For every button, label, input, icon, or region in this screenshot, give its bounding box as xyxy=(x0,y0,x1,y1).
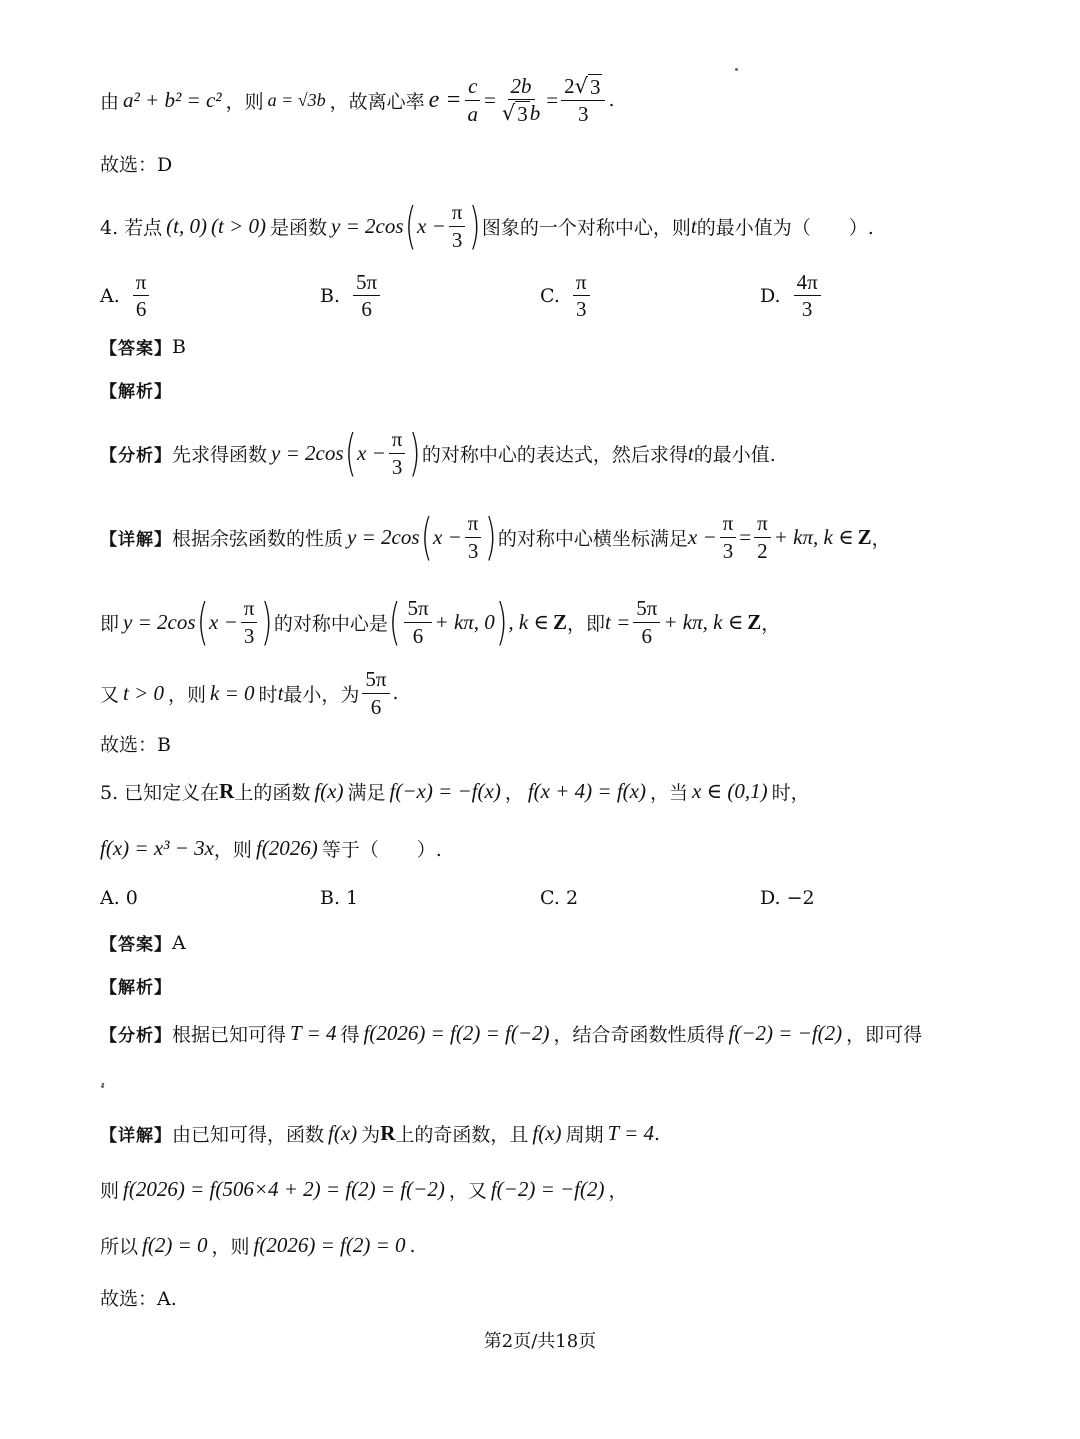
math-eq1: f(2) = 0 xyxy=(142,1233,208,1257)
period: . xyxy=(392,682,399,704)
math-func: y = 2cos xyxy=(347,524,420,549)
frac-den: 3 xyxy=(722,538,734,563)
option-c[interactable] xyxy=(540,270,593,321)
fraction-5pi-over-6 xyxy=(362,667,389,718)
math-T: T = 4 xyxy=(290,1021,337,1045)
math-kpi: + kπ, 0 xyxy=(434,609,495,634)
text: 的最小值为（ ）. xyxy=(696,216,874,239)
text: ，即 xyxy=(566,612,605,635)
option-label: A. xyxy=(100,284,120,307)
text: 为 xyxy=(361,1124,381,1146)
frac-den: 6 xyxy=(370,694,382,719)
radicand: 3 xyxy=(589,74,601,99)
integer-set-Z: Z xyxy=(857,524,872,549)
math-eq2: f(−2) = −f(2) xyxy=(490,1177,605,1201)
select-answer: 故选：B xyxy=(100,734,171,756)
frac-num: c xyxy=(465,74,480,100)
math-fx: f(x) xyxy=(314,779,344,803)
text: 根据已知可得 xyxy=(172,1024,287,1046)
text: ，则 xyxy=(168,683,207,706)
fenxi-tag: 【分析】 xyxy=(100,1026,172,1046)
option-label: D. xyxy=(760,284,781,307)
equals: = xyxy=(546,87,559,112)
eccentricity-line xyxy=(100,68,1020,132)
math-t: t xyxy=(687,440,694,465)
q4-prefix: 4. 若点 xyxy=(100,216,163,239)
option-b[interactable] xyxy=(320,887,358,909)
fraction-pi-over-2 xyxy=(754,511,771,562)
paren-right: ) xyxy=(409,424,422,482)
math-eq2: f(−2) = −f(2) xyxy=(728,1021,843,1045)
q4-xiangjie-1 xyxy=(100,508,1020,566)
frac-den: 3 xyxy=(801,297,813,322)
q5-fenxi-cont xyxy=(100,1068,1020,1090)
paren-right: ) xyxy=(261,593,274,651)
text: ，故离心率 xyxy=(329,90,425,113)
option-label: D. −2 xyxy=(760,887,815,909)
math-target: f(2026) xyxy=(255,836,318,860)
option-label: C. xyxy=(540,284,560,307)
math-condition: a² + b² = c² xyxy=(123,87,222,112)
paren-right: ) xyxy=(469,197,482,255)
q5-prefix: 5. 已知定义在 xyxy=(100,782,220,804)
math-k: + kπ, k ∈ xyxy=(663,609,744,634)
frac-num: π xyxy=(720,511,737,537)
text: 最小，为 xyxy=(283,683,360,706)
math-inner: x − xyxy=(433,524,462,549)
text: ，则 xyxy=(213,839,252,861)
q4-xiangjie-2 xyxy=(100,592,1020,652)
fraction-pi-over-3 xyxy=(389,427,406,478)
select-d-line xyxy=(100,150,1020,177)
select-answer: 故选：A. xyxy=(100,1288,177,1310)
math-t: t xyxy=(690,213,697,238)
math-t-eq: t = xyxy=(604,609,631,634)
text: 根据余弦函数的性质 xyxy=(172,527,344,550)
math-inner: x − xyxy=(209,609,238,634)
real-set-R: R xyxy=(380,1121,396,1145)
math-eq: f(2026) = f(506×4 + 2) = f(2) = f(−2) xyxy=(123,1177,445,1201)
frac-num: 5π xyxy=(362,667,389,693)
q5-stem-1 xyxy=(100,778,1020,805)
frac-num: π xyxy=(573,270,590,296)
xiangjie-tag: 【详解】 xyxy=(100,1126,172,1146)
math-cond: t > 0 xyxy=(123,680,165,705)
text: 所以 xyxy=(100,1236,139,1258)
text: 由 xyxy=(100,90,120,113)
fraction-pi-over-3 xyxy=(449,200,466,251)
period: . xyxy=(608,89,615,111)
q5-stem-2 xyxy=(100,835,1020,862)
frac-den: 3 xyxy=(578,102,589,126)
text: 即 xyxy=(100,612,120,635)
math-fx: f(x) xyxy=(328,1121,358,1145)
paren-left: ( xyxy=(420,508,433,566)
text: 的最小值. xyxy=(693,443,776,466)
q5-xiangjie-2 xyxy=(100,1176,1020,1203)
math-def: f(x) = x³ − 3x xyxy=(100,836,214,860)
text: 是函数 xyxy=(270,216,328,239)
math-inner: x − xyxy=(357,440,386,465)
frac-num: π xyxy=(241,596,258,622)
math-t: t xyxy=(277,680,284,705)
frac-den: 6 xyxy=(361,297,372,322)
select-answer: 故选：D xyxy=(100,154,173,176)
option-label: C. 2 xyxy=(540,887,579,909)
frac-num xyxy=(561,74,605,101)
fraction-5pi-over-6 xyxy=(633,596,660,647)
option-a[interactable] xyxy=(100,887,138,909)
text: ，则 xyxy=(211,1236,250,1258)
text: 又 xyxy=(100,683,120,706)
fraction-5pi-over-6 xyxy=(404,596,431,647)
fraction-c-over-a xyxy=(465,74,482,125)
text: 时 xyxy=(258,683,278,706)
option-label: B. xyxy=(320,284,341,307)
math-cond: (t > 0) xyxy=(211,213,266,238)
text: 的对称中心横坐标满足 xyxy=(497,527,688,550)
frac-den: 6 xyxy=(412,623,424,648)
text: 的对称中心的表达式，然后求得 xyxy=(421,443,688,466)
math-T: T = 4 xyxy=(607,1121,655,1145)
radicand: 3 xyxy=(517,102,528,126)
text: ， xyxy=(504,782,524,804)
frac-den: a xyxy=(467,101,478,126)
frac-den: 3 xyxy=(243,623,255,648)
integer-set-Z: Z xyxy=(552,609,567,634)
text: 等于（ ）. xyxy=(321,839,442,861)
math-k0: k = 0 xyxy=(210,680,255,705)
math-point: (t, 0) xyxy=(166,213,207,238)
answer-value: B xyxy=(172,335,186,358)
text: 先求得函数 xyxy=(172,443,268,466)
period: . xyxy=(100,1068,107,1090)
math-func: y = 2cos xyxy=(271,440,344,465)
frac-num: 5π xyxy=(633,596,660,622)
paren-left: ( xyxy=(196,593,209,651)
frac-den: 3 xyxy=(451,227,463,252)
paren-left: ( xyxy=(404,197,417,255)
text: 得 xyxy=(340,1024,360,1046)
text: ，当 xyxy=(649,782,688,804)
frac-num: π xyxy=(754,511,771,537)
q4-stem xyxy=(100,196,1020,256)
q5-xiangjie-3 xyxy=(100,1232,1020,1259)
real-set-R: R xyxy=(219,779,235,803)
frac-den: 3 xyxy=(391,454,403,479)
text: 由已知可得，函数 xyxy=(172,1124,325,1146)
option-a[interactable] xyxy=(100,270,152,321)
math-x-in: x ∈ (0,1) xyxy=(691,779,768,803)
text: ，则 xyxy=(225,90,264,113)
math-eq2: f(2026) = f(2) = 0 xyxy=(253,1233,406,1257)
period: . xyxy=(409,1234,416,1257)
sqrt-icon: √ xyxy=(501,101,516,125)
q4-answer xyxy=(100,334,1020,359)
frac-num: 4π xyxy=(794,270,821,296)
text: 满足 xyxy=(347,782,386,804)
text: ，结合奇函数性质得 xyxy=(553,1024,725,1046)
text: ， xyxy=(761,612,781,635)
option-label: B. 1 xyxy=(320,887,359,909)
text: 图象的一个对称中心，则 xyxy=(481,216,691,239)
analysis-tag: 【解析】 xyxy=(100,978,172,998)
text: ，即可得 xyxy=(846,1024,923,1046)
coef: 2 xyxy=(564,73,575,98)
option-d[interactable] xyxy=(760,270,824,321)
frac-num: 2b xyxy=(508,74,535,100)
answer-value: A xyxy=(172,931,186,954)
q4-xiangjie-3 xyxy=(100,666,1020,720)
text: 时， xyxy=(771,782,810,804)
paren-left: ( xyxy=(388,593,401,651)
math-relation: a = √3b xyxy=(267,89,326,110)
frac-num: π xyxy=(389,427,406,453)
math-e: e = xyxy=(428,86,462,113)
option-d[interactable] xyxy=(760,887,815,909)
page-footer: 第2页/共18页 xyxy=(483,1331,597,1352)
fraction-pi-over-3 xyxy=(241,596,258,647)
q5-select xyxy=(100,1284,1020,1311)
analysis-tag: 【解析】 xyxy=(100,382,172,402)
answer-tag: 【答案】 xyxy=(100,935,172,955)
period: . xyxy=(654,1122,661,1145)
text: 上的奇函数，且 xyxy=(395,1124,529,1146)
equals: = xyxy=(484,87,496,112)
frac-den: 6 xyxy=(641,623,653,648)
frac-num: π xyxy=(449,200,466,226)
math-k-in: , k ∈ xyxy=(508,609,549,634)
frac-den xyxy=(499,100,543,126)
q5-xiangjie-1 xyxy=(100,1120,1020,1147)
text: 周期 xyxy=(565,1124,604,1146)
text: 上的函数 xyxy=(234,782,311,804)
frac-den: 3 xyxy=(575,297,587,322)
fraction-pi-over-3 xyxy=(465,511,482,562)
integer-set-Z: Z xyxy=(747,609,762,634)
text: ， xyxy=(871,527,891,550)
q4-fenxi xyxy=(100,424,1020,482)
frac-num: 5π xyxy=(404,596,431,622)
q4-options xyxy=(100,270,1000,330)
q5-analysis-heading xyxy=(100,973,1020,998)
q5-fenxi xyxy=(100,1020,1020,1047)
math-fx: f(x) xyxy=(532,1121,562,1145)
frac-den: 2 xyxy=(757,538,768,563)
frac-den: 3 xyxy=(467,538,479,563)
text: 则 xyxy=(100,1180,120,1202)
math-func: y = 2cos xyxy=(123,609,196,634)
text: 的对称中心是 xyxy=(273,612,388,635)
math-eq1: f(2026) = f(2) = f(−2) xyxy=(363,1021,550,1045)
fenxi-tag: 【分析】 xyxy=(100,445,172,466)
text: ， xyxy=(608,1180,628,1202)
paren-right: ) xyxy=(485,508,498,566)
math-odd-cond: f(−x) = −f(x) xyxy=(389,779,501,803)
sqrt-icon: √ xyxy=(574,73,588,98)
math-k: + kπ, k ∈ xyxy=(773,524,854,549)
frac-num: π xyxy=(133,270,150,296)
paren-right: ) xyxy=(495,593,508,651)
q4-analysis-heading xyxy=(100,377,1020,402)
answer-tag: 【答案】 xyxy=(100,339,172,359)
option-label: A. 0 xyxy=(100,887,138,909)
math-x-minus: x − xyxy=(687,524,717,549)
q4-select xyxy=(100,730,1020,757)
var-b: b xyxy=(529,101,541,125)
q5-options xyxy=(100,887,1000,917)
xiangjie-tag: 【详解】 xyxy=(100,529,172,550)
math-inner: x − xyxy=(417,213,446,238)
option-b[interactable] xyxy=(320,270,383,321)
math-func: y = 2cos xyxy=(331,213,404,238)
equals: = xyxy=(739,524,752,549)
frac-num: 5π xyxy=(353,270,380,296)
fraction-pi-over-3 xyxy=(720,511,737,562)
fraction-2sqrt3-over-3 xyxy=(561,74,605,126)
text: ，又 xyxy=(448,1180,487,1202)
frac-num: π xyxy=(465,511,482,537)
q5-answer xyxy=(100,930,1020,955)
math-period-cond: f(x + 4) = f(x) xyxy=(527,779,646,803)
fraction-2b-over-sqrt3b xyxy=(499,74,543,126)
option-c[interactable] xyxy=(540,887,578,909)
paren-left: ( xyxy=(344,424,357,482)
frac-den: 6 xyxy=(135,297,147,322)
